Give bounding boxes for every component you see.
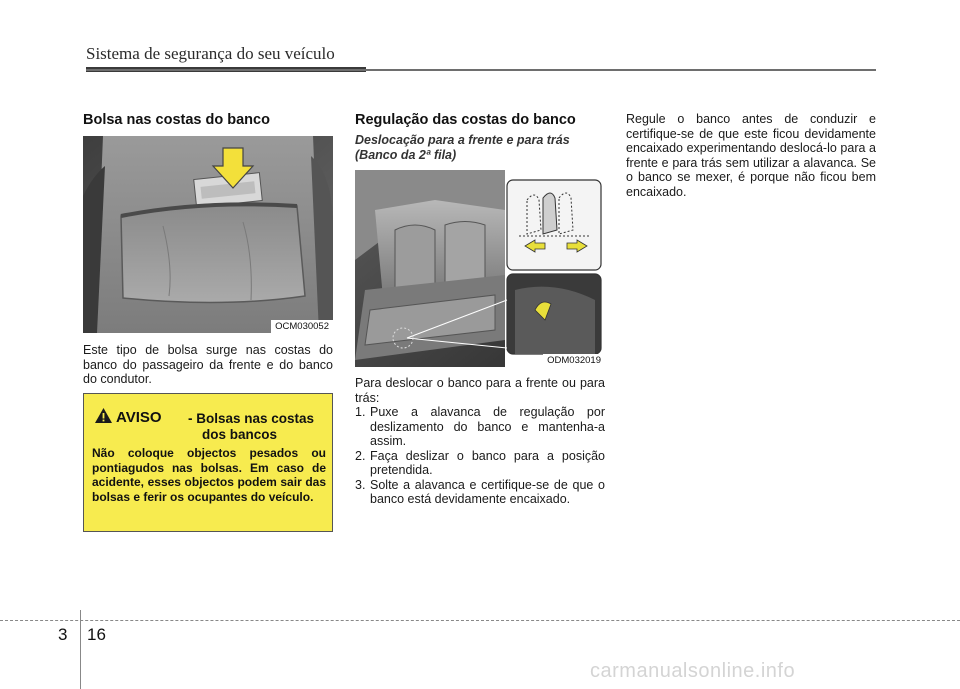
step-text: Puxe a alavanca de regulação por deslizamento do banco e mantenha-a assim.: [370, 405, 605, 448]
adjustment-intro: Para deslocar o banco para a frente ou para trás:: [355, 376, 605, 405]
footer-vertical-rule: [80, 610, 81, 689]
warning-box: [83, 393, 333, 532]
step-text: Faça deslizar o banco para a posição pretendida.: [370, 448, 605, 477]
seat-pocket-illustration: [83, 136, 333, 333]
list-item: [355, 449, 605, 478]
subheading-line1: Deslocação para a frente e para trás: [355, 133, 570, 147]
list-item: [355, 478, 605, 507]
adjustment-steps-list: [355, 405, 605, 507]
header-rule: [86, 69, 876, 71]
step-number: 1.: [355, 405, 366, 419]
step-number: 3.: [355, 477, 366, 492]
watermark: carmanualsonline.info: [590, 660, 796, 682]
rear-seat-figure: [355, 170, 605, 367]
subheading-line2: (Banco da 2ª fila): [355, 148, 457, 162]
seat-pocket-figure: [83, 136, 333, 333]
warning-text: Não coloque objectos pesados ou pontiagudos nas bolsas. Em caso de acidente, esses objectos podem sair das bolsas e ferir os ocupantes do veículo.: [92, 446, 326, 504]
rear-seat-illustration: [355, 170, 605, 367]
warning-subtitle-line2: dos bancos: [202, 427, 278, 442]
figure-code-label: ODM032019: [543, 354, 605, 367]
list-item: [355, 405, 605, 449]
warning-subtitle-line1: - Bolsas nas costas: [188, 411, 315, 426]
seat-pocket-paragraph: Este tipo de bolsa surge nas costas do banco do passageiro da frente e do banco do condutor.: [83, 343, 333, 386]
section-heading-seat-adjustment: Regulação das costas do banco: [355, 112, 576, 128]
step-number: 2.: [355, 448, 366, 463]
warning-triangle-icon: [94, 407, 113, 424]
step-text: Solte a alavanca e certifique-se de que o banco está devidamente encaixado.: [370, 477, 605, 506]
page-number: 16: [87, 625, 106, 644]
page-header-title: Sistema de segurança do seu veículo: [86, 44, 335, 63]
warning-title: AVISO: [116, 409, 162, 426]
figure-code-label: OCM030052: [271, 320, 333, 333]
footer-divider: [0, 620, 960, 621]
chapter-number: 3: [58, 625, 68, 644]
adjustment-check-paragraph: Regule o banco antes de conduzir e certifique-se de que este ficou devidamente encaixado experimentando deslocá-lo para a frente e para trás sem utilizar a alavanca. Se o banco se mexer, é porque não ficou bem encaixado.: [626, 112, 876, 199]
section-heading-seat-pocket: Bolsa nas costas do banco: [83, 112, 270, 128]
